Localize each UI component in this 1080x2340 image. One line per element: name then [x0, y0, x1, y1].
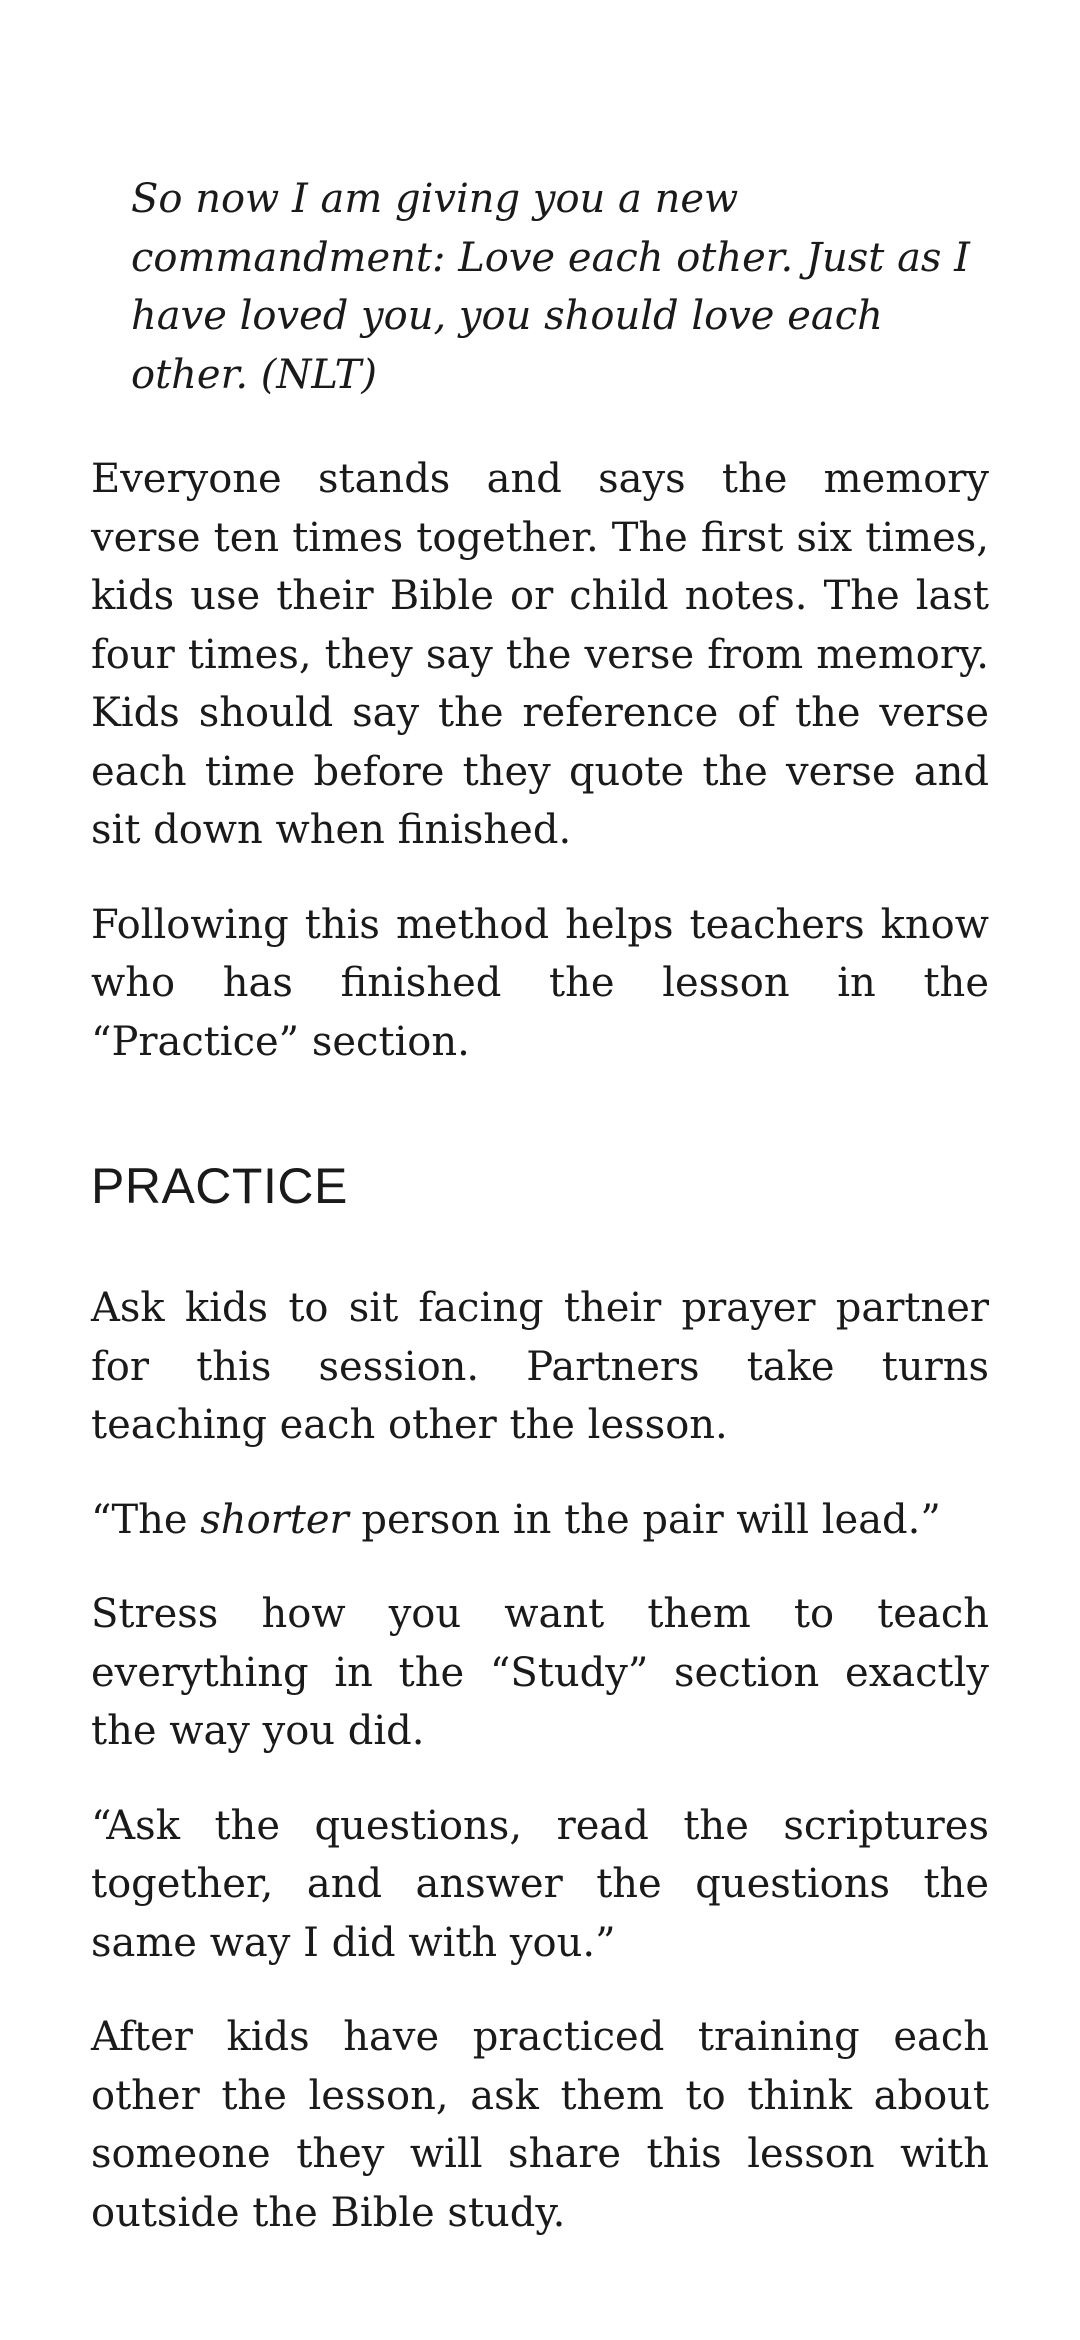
paragraph-method: Following this method helps teachers know who has finished the lesson in the “Practice” section. — [91, 901, 989, 1065]
paragraph-practice-intro: Ask kids to sit facing their prayer partner for this session. Partners take turns teaching each other the lesson. — [91, 1285, 989, 1448]
paragraph-memory-verse: Everyone stands and says the memory verse ten times together. The first six times, kids use their Bible or child notes. The last four times, they say the verse from memory. Kids should say the reference of the verse each time before they quote the verse and sit down when finished. — [91, 456, 989, 853]
paragraph-ask-questions: “Ask the questions, read the scriptures together, and answer the questions the same way I did with you.” — [91, 1802, 989, 1966]
paragraph-share-lesson: After kids have practiced training each other the lesson, ask them to think about someone they will share this lesson with outside the Bible study. — [91, 2014, 989, 2236]
quote-close-text: person in the pair will lead.” — [348, 1496, 941, 1543]
quote-text: So now I am giving you a new commandment: Love each other. Just as I have loved you, you should love each other. (NLT) — [131, 176, 970, 398]
emphasis-shorter: shorter — [200, 1496, 349, 1543]
quote-open-text: “The — [91, 1496, 201, 1543]
scripture-quote — [131, 170, 989, 404]
section-heading-practice: PRACTICE — [91, 1158, 348, 1214]
paragraph-shorter-person — [91, 1491, 989, 1550]
paragraph-stress-teaching: Stress how you want them to teach everything in the “Study” section exactly the way you did. — [91, 1591, 989, 1754]
